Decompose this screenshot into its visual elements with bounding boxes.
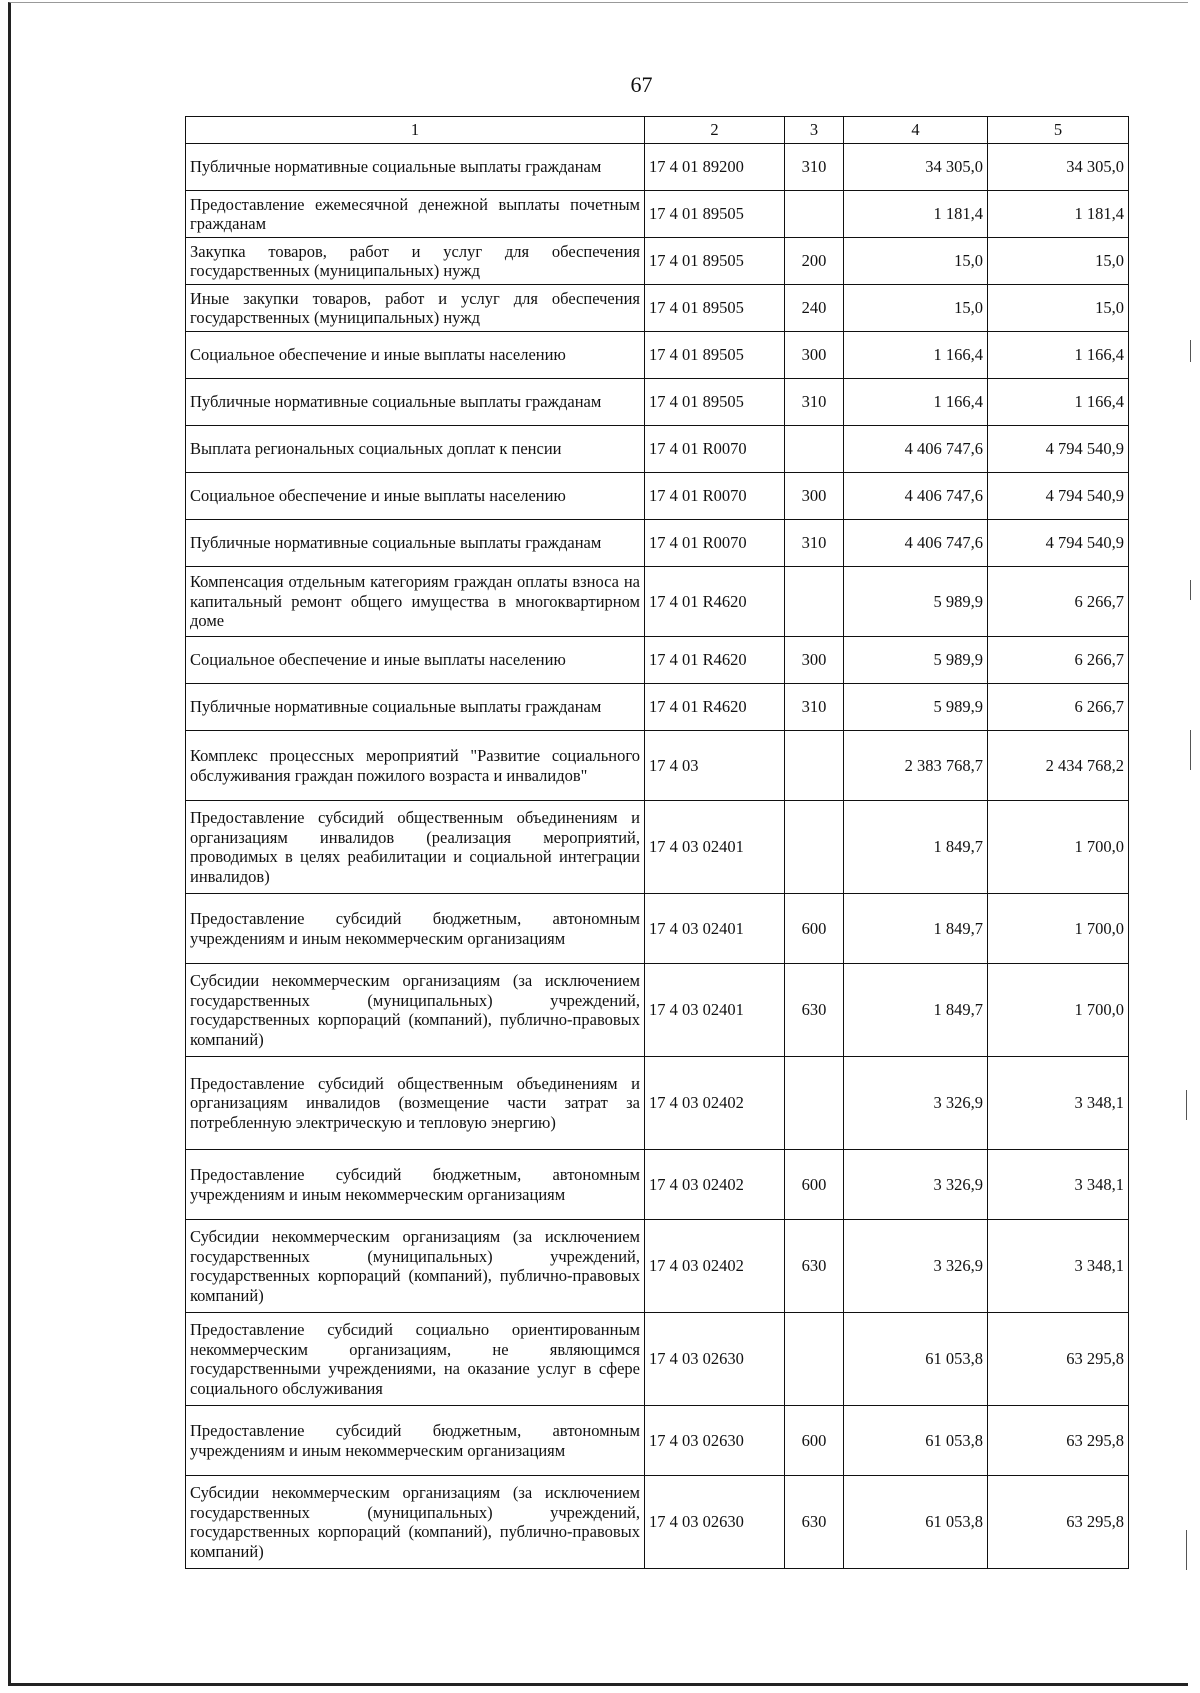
amount-col-4: 4 406 747,6 xyxy=(844,473,988,520)
item-name: Иные закупки товаров, работ и услуг для обеспечения государственных (муниципальных) нужд xyxy=(186,285,645,332)
amount-col-5: 15,0 xyxy=(988,285,1129,332)
expense-type xyxy=(785,1057,844,1150)
amount-col-4: 1 849,7 xyxy=(844,964,988,1057)
amount-col-5: 1 166,4 xyxy=(988,379,1129,426)
header-cell-3: 3 xyxy=(785,117,844,144)
amount-col-5: 63 295,8 xyxy=(988,1406,1129,1476)
header-cell-5: 5 xyxy=(988,117,1129,144)
amount-col-5: 63 295,8 xyxy=(988,1313,1129,1406)
item-code: 17 4 01 R4620 xyxy=(645,567,785,637)
item-name: Субсидии некоммерческим организациям (за исключением государственных (муниципальных) учреждений, государственных корпораций (компаний), публично-правовых компаний) xyxy=(186,1220,645,1313)
item-name: Публичные нормативные социальные выплаты гражданам xyxy=(186,144,645,191)
amount-col-4: 61 053,8 xyxy=(844,1313,988,1406)
item-name: Предоставление субсидий бюджетным, автономным учреждениям и иным некоммерческим организациям xyxy=(186,1406,645,1476)
amount-col-4: 61 053,8 xyxy=(844,1406,988,1476)
expense-type: 630 xyxy=(785,1220,844,1313)
amount-col-4: 34 305,0 xyxy=(844,144,988,191)
item-code: 17 4 01 R0070 xyxy=(645,520,785,567)
amount-col-4: 1 849,7 xyxy=(844,801,988,894)
amount-col-4: 1 849,7 xyxy=(844,894,988,964)
table-row xyxy=(186,1220,1129,1313)
table-row xyxy=(186,1476,1129,1569)
expense-type: 310 xyxy=(785,144,844,191)
table-row xyxy=(186,1313,1129,1406)
amount-col-4: 3 326,9 xyxy=(844,1057,988,1150)
amount-col-5: 6 266,7 xyxy=(988,684,1129,731)
amount-col-5: 3 348,1 xyxy=(988,1150,1129,1220)
item-code: 17 4 01 R4620 xyxy=(645,637,785,684)
table-row xyxy=(186,1057,1129,1150)
table-row xyxy=(186,238,1129,285)
expense-type: 310 xyxy=(785,379,844,426)
header-cell-4: 4 xyxy=(844,117,988,144)
amount-col-4: 5 989,9 xyxy=(844,637,988,684)
item-code: 17 4 03 02402 xyxy=(645,1057,785,1150)
item-code: 17 4 03 xyxy=(645,731,785,801)
item-name: Предоставление субсидий социально ориентированным некоммерческим организациям, не являющимся государственными учреждениями, на оказание услуг в сфере социального обслуживания xyxy=(186,1313,645,1406)
expense-type: 600 xyxy=(785,894,844,964)
amount-col-4: 61 053,8 xyxy=(844,1476,988,1569)
expense-type xyxy=(785,801,844,894)
header-row xyxy=(186,117,1129,144)
item-code: 17 4 03 02401 xyxy=(645,964,785,1057)
expense-type: 310 xyxy=(785,684,844,731)
amount-col-4: 3 326,9 xyxy=(844,1150,988,1220)
table-row xyxy=(186,1150,1129,1220)
item-code: 17 4 01 R4620 xyxy=(645,684,785,731)
item-code: 17 4 01 89505 xyxy=(645,238,785,285)
table-row xyxy=(186,473,1129,520)
table-row xyxy=(186,285,1129,332)
table-row xyxy=(186,379,1129,426)
scan-mark xyxy=(1186,1530,1187,1570)
item-name: Выплата региональных социальных доплат к пенсии xyxy=(186,426,645,473)
scan-mark xyxy=(1186,1090,1187,1120)
scan-mark xyxy=(1190,340,1191,362)
expense-type xyxy=(785,426,844,473)
amount-col-4: 4 406 747,6 xyxy=(844,426,988,473)
amount-col-4: 15,0 xyxy=(844,285,988,332)
item-code: 17 4 01 89505 xyxy=(645,332,785,379)
table-body xyxy=(186,144,1129,1569)
header-cell-1: 1 xyxy=(186,117,645,144)
amount-col-5: 1 181,4 xyxy=(988,191,1129,238)
budget-table xyxy=(185,116,1129,1569)
header-cell-2: 2 xyxy=(645,117,785,144)
scan-mark xyxy=(1190,580,1191,600)
amount-col-4: 2 383 768,7 xyxy=(844,731,988,801)
item-code: 17 4 01 89505 xyxy=(645,285,785,332)
item-name: Предоставление ежемесячной денежной выплаты почетным гражданам xyxy=(186,191,645,238)
table-row xyxy=(186,426,1129,473)
item-name: Закупка товаров, работ и услуг для обеспечения государственных (муниципальных) нужд xyxy=(186,238,645,285)
item-code: 17 4 01 89505 xyxy=(645,379,785,426)
amount-col-4: 1 181,4 xyxy=(844,191,988,238)
amount-col-4: 4 406 747,6 xyxy=(844,520,988,567)
amount-col-5: 34 305,0 xyxy=(988,144,1129,191)
table-row xyxy=(186,964,1129,1057)
item-code: 17 4 03 02401 xyxy=(645,894,785,964)
item-code: 17 4 03 02630 xyxy=(645,1476,785,1569)
expense-type: 240 xyxy=(785,285,844,332)
amount-col-5: 4 794 540,9 xyxy=(988,473,1129,520)
item-code: 17 4 03 02402 xyxy=(645,1150,785,1220)
expense-type: 300 xyxy=(785,473,844,520)
item-name: Субсидии некоммерческим организациям (за исключением государственных (муниципальных) учреждений, государственных корпораций (компаний), публично-правовых компаний) xyxy=(186,964,645,1057)
item-name: Публичные нормативные социальные выплаты гражданам xyxy=(186,684,645,731)
item-code: 17 4 03 02402 xyxy=(645,1220,785,1313)
item-name: Социальное обеспечение и иные выплаты населению xyxy=(186,637,645,684)
amount-col-5: 63 295,8 xyxy=(988,1476,1129,1569)
table-row xyxy=(186,191,1129,238)
expense-type: 200 xyxy=(785,238,844,285)
amount-col-5: 6 266,7 xyxy=(988,567,1129,637)
item-name: Социальное обеспечение и иные выплаты населению xyxy=(186,473,645,520)
table-row xyxy=(186,684,1129,731)
amount-col-5: 1 700,0 xyxy=(988,964,1129,1057)
amount-col-5: 3 348,1 xyxy=(988,1057,1129,1150)
item-name: Предоставление субсидий общественным объединениям и организациям инвалидов (реализация мероприятий, проводимых в целях реабилитации и социальной интеграции инвалидов) xyxy=(186,801,645,894)
item-name: Компенсация отдельным категориям граждан оплаты взноса на капитальный ремонт общего имущества в многоквартирном доме xyxy=(186,567,645,637)
table-row xyxy=(186,520,1129,567)
expense-type xyxy=(785,567,844,637)
item-name: Предоставление субсидий бюджетным, автономным учреждениям и иным некоммерческим организациям xyxy=(186,1150,645,1220)
amount-col-5: 4 794 540,9 xyxy=(988,520,1129,567)
item-name: Публичные нормативные социальные выплаты гражданам xyxy=(186,520,645,567)
expense-type: 300 xyxy=(785,637,844,684)
expense-type: 300 xyxy=(785,332,844,379)
expense-type xyxy=(785,731,844,801)
table-row xyxy=(186,332,1129,379)
table-row xyxy=(186,144,1129,191)
item-name: Комплекс процессных мероприятий "Развитие социального обслуживания граждан пожилого возраста и инвалидов" xyxy=(186,731,645,801)
amount-col-5: 4 794 540,9 xyxy=(988,426,1129,473)
expense-type: 630 xyxy=(785,964,844,1057)
amount-col-5: 1 700,0 xyxy=(988,801,1129,894)
amount-col-5: 2 434 768,2 xyxy=(988,731,1129,801)
amount-col-4: 3 326,9 xyxy=(844,1220,988,1313)
item-name: Предоставление субсидий общественным объединениям и организациям инвалидов (возмещение части затрат за потребленную электрическую и тепловую энергию) xyxy=(186,1057,645,1150)
table-row xyxy=(186,637,1129,684)
expense-type xyxy=(785,1313,844,1406)
item-code: 17 4 03 02401 xyxy=(645,801,785,894)
item-name: Субсидии некоммерческим организациям (за исключением государственных (муниципальных) учреждений, государственных корпораций (компаний), публично-правовых компаний) xyxy=(186,1476,645,1569)
item-code: 17 4 03 02630 xyxy=(645,1406,785,1476)
expense-type: 600 xyxy=(785,1406,844,1476)
table-row xyxy=(186,1406,1129,1476)
item-code: 17 4 01 89505 xyxy=(645,191,785,238)
amount-col-5: 6 266,7 xyxy=(988,637,1129,684)
expense-type: 630 xyxy=(785,1476,844,1569)
item-name: Социальное обеспечение и иные выплаты населению xyxy=(186,332,645,379)
table-row xyxy=(186,567,1129,637)
amount-col-4: 1 166,4 xyxy=(844,332,988,379)
scan-mark xyxy=(1190,730,1191,770)
item-name: Предоставление субсидий бюджетным, автономным учреждениям и иным некоммерческим организациям xyxy=(186,894,645,964)
table-row xyxy=(186,731,1129,801)
amount-col-4: 5 989,9 xyxy=(844,684,988,731)
expense-type: 310 xyxy=(785,520,844,567)
amount-col-5: 1 166,4 xyxy=(988,332,1129,379)
amount-col-4: 1 166,4 xyxy=(844,379,988,426)
expense-type: 600 xyxy=(785,1150,844,1220)
amount-col-5: 3 348,1 xyxy=(988,1220,1129,1313)
amount-col-4: 15,0 xyxy=(844,238,988,285)
item-code: 17 4 03 02630 xyxy=(645,1313,785,1406)
item-code: 17 4 01 R0070 xyxy=(645,473,785,520)
table-row xyxy=(186,894,1129,964)
item-code: 17 4 01 89200 xyxy=(645,144,785,191)
page-number: 67 xyxy=(630,72,653,97)
amount-col-4: 5 989,9 xyxy=(844,567,988,637)
table-row xyxy=(186,801,1129,894)
item-code: 17 4 01 R0070 xyxy=(645,426,785,473)
amount-col-5: 1 700,0 xyxy=(988,894,1129,964)
amount-col-5: 15,0 xyxy=(988,238,1129,285)
item-name: Публичные нормативные социальные выплаты гражданам xyxy=(186,379,645,426)
expense-type xyxy=(785,191,844,238)
